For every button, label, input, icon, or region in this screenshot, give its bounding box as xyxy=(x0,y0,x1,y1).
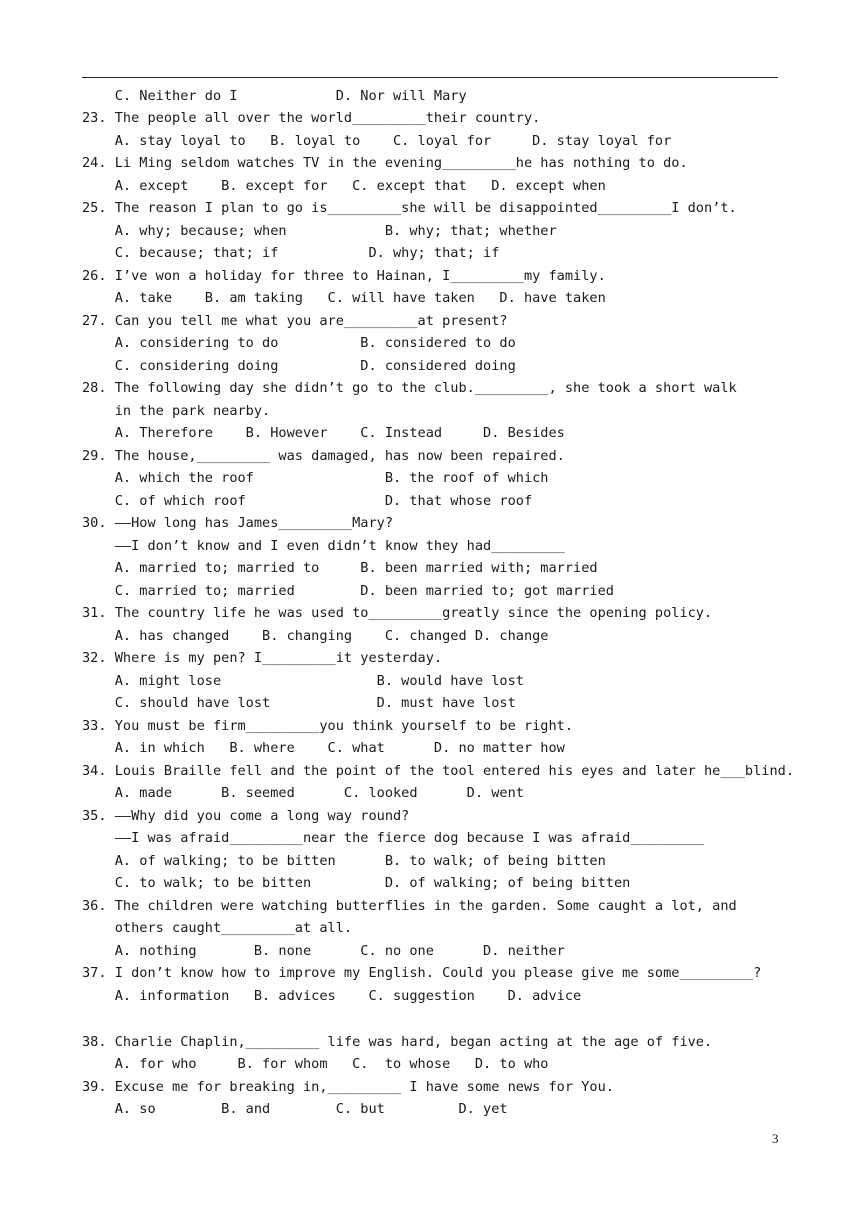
text-line: 33. You must be firm_________you think yourself to be right. xyxy=(82,718,574,734)
text-line: 30. ——How long has James_________Mary? xyxy=(82,515,393,531)
text-line: A. has changed B. changing C. changed D. change xyxy=(82,628,549,644)
text-line: 27. Can you tell me what you are_________at present? xyxy=(82,313,508,329)
text-line: 35. ——Why did you come a long way round? xyxy=(82,808,410,824)
text-line: 31. The country life he was used to_________greatly since the opening policy. xyxy=(82,605,713,621)
text-line: 39. Excuse me for breaking in,_________ I have some news for You. xyxy=(82,1079,614,1095)
text-line: 37. I don’t know how to improve my English. Could you please give me some_________? xyxy=(82,965,762,981)
text-line: A. made B. seemed C. looked D. went xyxy=(82,785,524,801)
text-line: A. of walking; to be bitten B. to walk; of being bitten xyxy=(82,853,606,869)
text-line: 34. Louis Braille fell and the point of the tool entered his eyes and later he___blind. xyxy=(82,763,795,779)
text-line: A. married to; married to B. been married with; married xyxy=(82,560,598,576)
text-line: A. information B. advices C. suggestion D. advice xyxy=(82,988,582,1004)
text-line: A. except B. except for C. except that D. except when xyxy=(82,178,606,194)
text-line: A. so B. and C. but D. yet xyxy=(82,1101,508,1117)
text-line: A. which the roof B. the roof of which xyxy=(82,470,549,486)
text-line: others caught_________at all. xyxy=(82,920,353,936)
text-line: in the park nearby. xyxy=(82,403,271,419)
text-line: A. Therefore B. However C. Instead D. Besides xyxy=(82,425,565,441)
page-number: 3 xyxy=(772,1131,779,1146)
text-line: A. might lose B. would have lost xyxy=(82,673,524,689)
text-line: 36. The children were watching butterflies in the garden. Some caught a lot, and xyxy=(82,898,737,914)
text-line: 29. The house,_________ was damaged, has now been repaired. xyxy=(82,448,565,464)
text-line: A. in which B. where C. what D. no matter how xyxy=(82,740,565,756)
text-line: C. to walk; to be bitten D. of walking; of being bitten xyxy=(82,875,631,891)
text-line: 32. Where is my pen? I_________it yesterday. xyxy=(82,650,443,666)
text-line: C. married to; married D. been married to; got married xyxy=(82,583,614,599)
text-line: A. nothing B. none C. no one D. neither xyxy=(82,943,565,959)
text-line: 26. I’ve won a holiday for three to Hainan, I_________my family. xyxy=(82,268,606,284)
header-rule xyxy=(82,77,778,78)
text-line: 28. The following day she didn’t go to the club._________, she took a short walk xyxy=(82,380,737,396)
text-line: 23. The people all over the world_________their country. xyxy=(82,110,541,126)
text-line: C. of which roof D. that whose roof xyxy=(82,493,533,509)
text-line: A. considering to do B. considered to do xyxy=(82,335,516,351)
text-line: C. should have lost D. must have lost xyxy=(82,695,516,711)
text-line: ——I was afraid_________near the fierce dog because I was afraid_________ xyxy=(82,830,704,846)
text-line: C. because; that; if D. why; that; if xyxy=(82,245,500,261)
text-line: A. stay loyal to B. loyal to C. loyal for D. stay loyal for xyxy=(82,133,672,149)
text-line: ——I don’t know and I even didn’t know they had_________ xyxy=(82,538,565,554)
text-line: 25. The reason I plan to go is_________she will be disappointed_________I don’t. xyxy=(82,200,737,216)
text-line: 24. Li Ming seldom watches TV in the evening_________he has nothing to do. xyxy=(82,155,688,171)
text-line: 38. Charlie Chaplin,_________ life was hard, began acting at the age of five. xyxy=(82,1034,713,1050)
text-line: C. Neither do I D. Nor will Mary xyxy=(82,88,467,104)
text-line: C. considering doing D. considered doing xyxy=(82,358,516,374)
text-line: A. take B. am taking C. will have taken D. have taken xyxy=(82,290,606,306)
text-line: A. why; because; when B. why; that; whether xyxy=(82,223,557,239)
text-line: A. for who B. for whom C. to whose D. to who xyxy=(82,1056,549,1072)
